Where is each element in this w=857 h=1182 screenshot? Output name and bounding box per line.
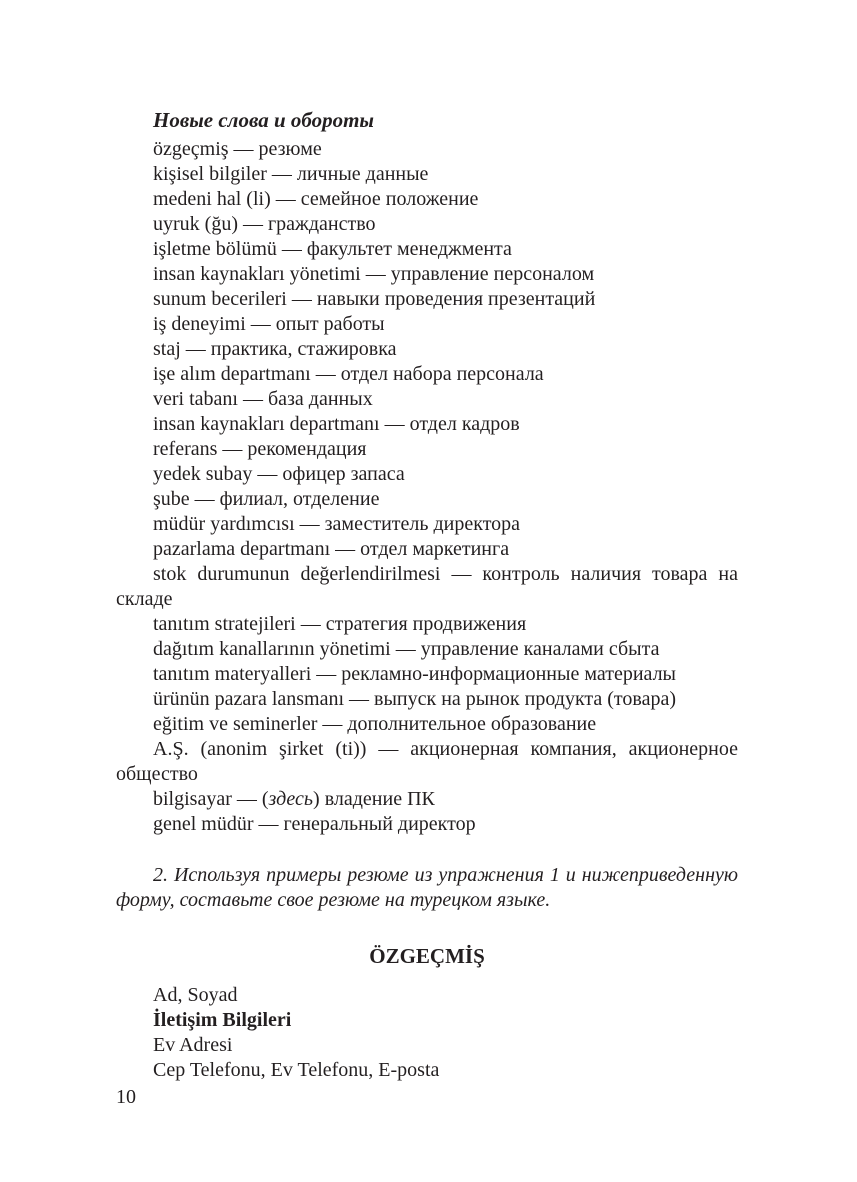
vocab-item: insan kaynakları yönetimi — управление персоналом [153, 263, 595, 285]
vocab-item: stok durumunun değerlendirilmesi — контроль наличия товара на складе [116, 563, 738, 610]
vocab-item: işe alım departmanı — отдел набора персонала [153, 363, 544, 385]
vocab-translation: ) владение ПК [313, 788, 435, 810]
vocab-item: ürünün pazara lansmanı — выпуск на рынок продукта (товара) [153, 688, 676, 710]
vocab-item: genel müdür — генеральный директор [153, 813, 476, 835]
form-title: ÖZGEÇMİŞ [369, 944, 485, 968]
vocab-item: tanıtım stratejileri — стратегия продвижения [153, 613, 527, 635]
vocab-item: staj — практика, стажировка [153, 338, 397, 360]
vocab-item: referans — рекомендация [153, 438, 367, 460]
page-content [116, 105, 738, 1083]
task-instruction: 2. Используя примеры резюме из упражнения 1 и нижеприведенную форму, составьте свое резюме на турецком языке. [116, 864, 738, 911]
vocab-item: pazarlama departmanı — отдел маркетинга [153, 538, 510, 560]
vocab-item: şube — филиал, отделение [153, 488, 380, 510]
vocab-item: veri tabanı — база данных [153, 388, 373, 410]
vocabulary-title: Новые слова и обороты [153, 108, 374, 132]
vocab-item: tanıtım materyalleri — рекламно-информационные материалы [153, 663, 676, 685]
vocab-item: iş deneyimi — опыт работы [153, 313, 385, 335]
vocab-item: dağıtım kanallarının yönetimi — управление каналами сбыта [153, 638, 660, 660]
form-field-contact-heading: İletişim Bilgileri [153, 1009, 292, 1031]
page-number: 10 [116, 1086, 136, 1108]
vocab-term: bilgisayar — ( [153, 788, 269, 810]
vocab-item-bilgisayar [116, 787, 738, 812]
vocab-item: kişisel bilgiler — личные данные [153, 163, 429, 185]
form-fields [116, 983, 738, 1083]
vocab-item: A.Ş. (anonim şirket (ti)) — акционерная компания, акционерное общество [116, 738, 738, 785]
vocab-item: yedek subay — офицер запаса [153, 463, 405, 485]
form-field-address: Ev Adresi [153, 1034, 233, 1056]
vocab-item: sunum becerileri — навыки проведения презентаций [153, 288, 596, 310]
form-field-name: Ad, Soyad [153, 984, 238, 1006]
vocab-item: müdür yardımcısı — заместитель директора [153, 513, 521, 535]
vocabulary-list [116, 137, 738, 837]
form-field-phones: Cep Telefonu, Ev Telefonu, E-posta [153, 1059, 440, 1081]
vocab-note: здесь [268, 788, 314, 810]
vocab-item: insan kaynakları departmanı — отдел кадров [153, 413, 520, 435]
vocab-item: uyruk (ğu) — гражданство [153, 213, 376, 235]
vocab-item: işletme bölümü — факультет менеджмента [153, 238, 512, 260]
vocab-item: medeni hal (li) — семейное положение [153, 188, 479, 210]
vocab-item: özgeçmiş — резюме [153, 138, 322, 160]
vocab-item: eğitim ve seminerler — дополнительное образование [153, 713, 597, 735]
